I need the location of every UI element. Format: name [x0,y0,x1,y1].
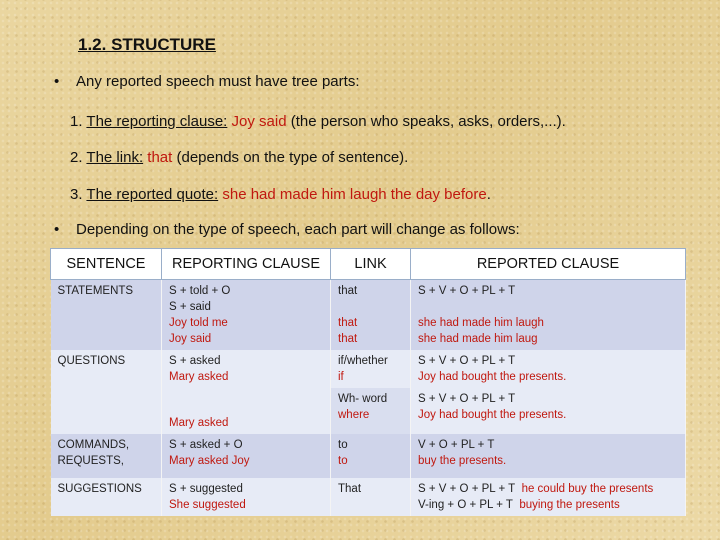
header-sentence: SENTENCE [51,249,162,280]
cell-reported-clause: V + O + PL + T buy the presents. [411,434,686,478]
cell-link: Wh- word where [331,388,411,434]
list-item-link [70,149,408,166]
item-label: The link: [86,149,144,166]
item-description: . [486,186,491,203]
item-description: (depends on the type of sentence). [176,149,409,166]
table-row-statements [51,280,686,351]
header-reporting-clause: REPORTING CLAUSE [162,249,331,280]
cell-reporting-clause: Mary asked [162,388,331,434]
cell-sentence: SUGGESTIONS [51,478,162,516]
item-example: she had made him laugh the day before [222,186,487,203]
item-number: 3. [70,186,83,203]
cell-sentence: STATEMENTS [51,280,162,351]
cell-reported-clause: S + V + O + PL + T Joy had bought the presents. [411,350,686,388]
item-label: The reporting clause: [86,113,228,130]
item-number: 1. [70,113,83,130]
item-description: (the person who speaks, asks, orders,...). [290,113,566,130]
table-row-questions [51,350,686,388]
table-row-suggestions [51,478,686,516]
item-example: that [147,149,173,166]
slide-title: 1.2. STRUCTURE [78,35,216,54]
speech-structure-table [50,248,686,516]
cell-link: to to [331,434,411,478]
bullet-icon: • [54,73,60,90]
cell-reported-clause: S + V + O + PL + T Joy had bought the presents. [411,388,686,434]
list-item-reporting-clause [70,113,566,130]
cell-reporting-clause: S + asked + O Mary asked Joy [162,434,331,478]
header-link: LINK [331,249,411,280]
cell-sentence: COMMANDS, REQUESTS, [51,434,162,478]
bullet-icon: • [54,221,60,238]
cell-link: That [331,478,411,516]
cell-link: if/whether if [331,350,411,388]
bullet-depending-text: Depending on the type of speech, each part will change as follows: [76,221,520,238]
bullet-intro-text: Any reported speech must have tree parts: [76,73,360,90]
item-example: Joy said [231,113,287,130]
cell-reported-clause: S + V + O + PL + T she had made him laugh she had made him laug [411,280,686,351]
table-row-commands [51,434,686,478]
cell-link: that that that [331,280,411,351]
bullet-depending [54,221,520,238]
cell-reporting-clause: S + told + O S + said Joy told me Joy said [162,280,331,351]
bullet-intro [54,73,360,90]
item-label: The reported quote: [86,186,219,203]
header-reported-clause: REPORTED CLAUSE [411,249,686,280]
table-header-row [51,249,686,280]
cell-reporting-clause: S + asked Mary asked [162,350,331,388]
cell-reported-clause: S + V + O + PL + T he could buy the presents V-ing + O + PL + T buying the presents [411,478,686,516]
item-number: 2. [70,149,83,166]
cell-sentence: QUESTIONS [51,350,162,434]
cell-reporting-clause: S + suggested She suggested [162,478,331,516]
list-item-reported-quote [70,186,491,203]
